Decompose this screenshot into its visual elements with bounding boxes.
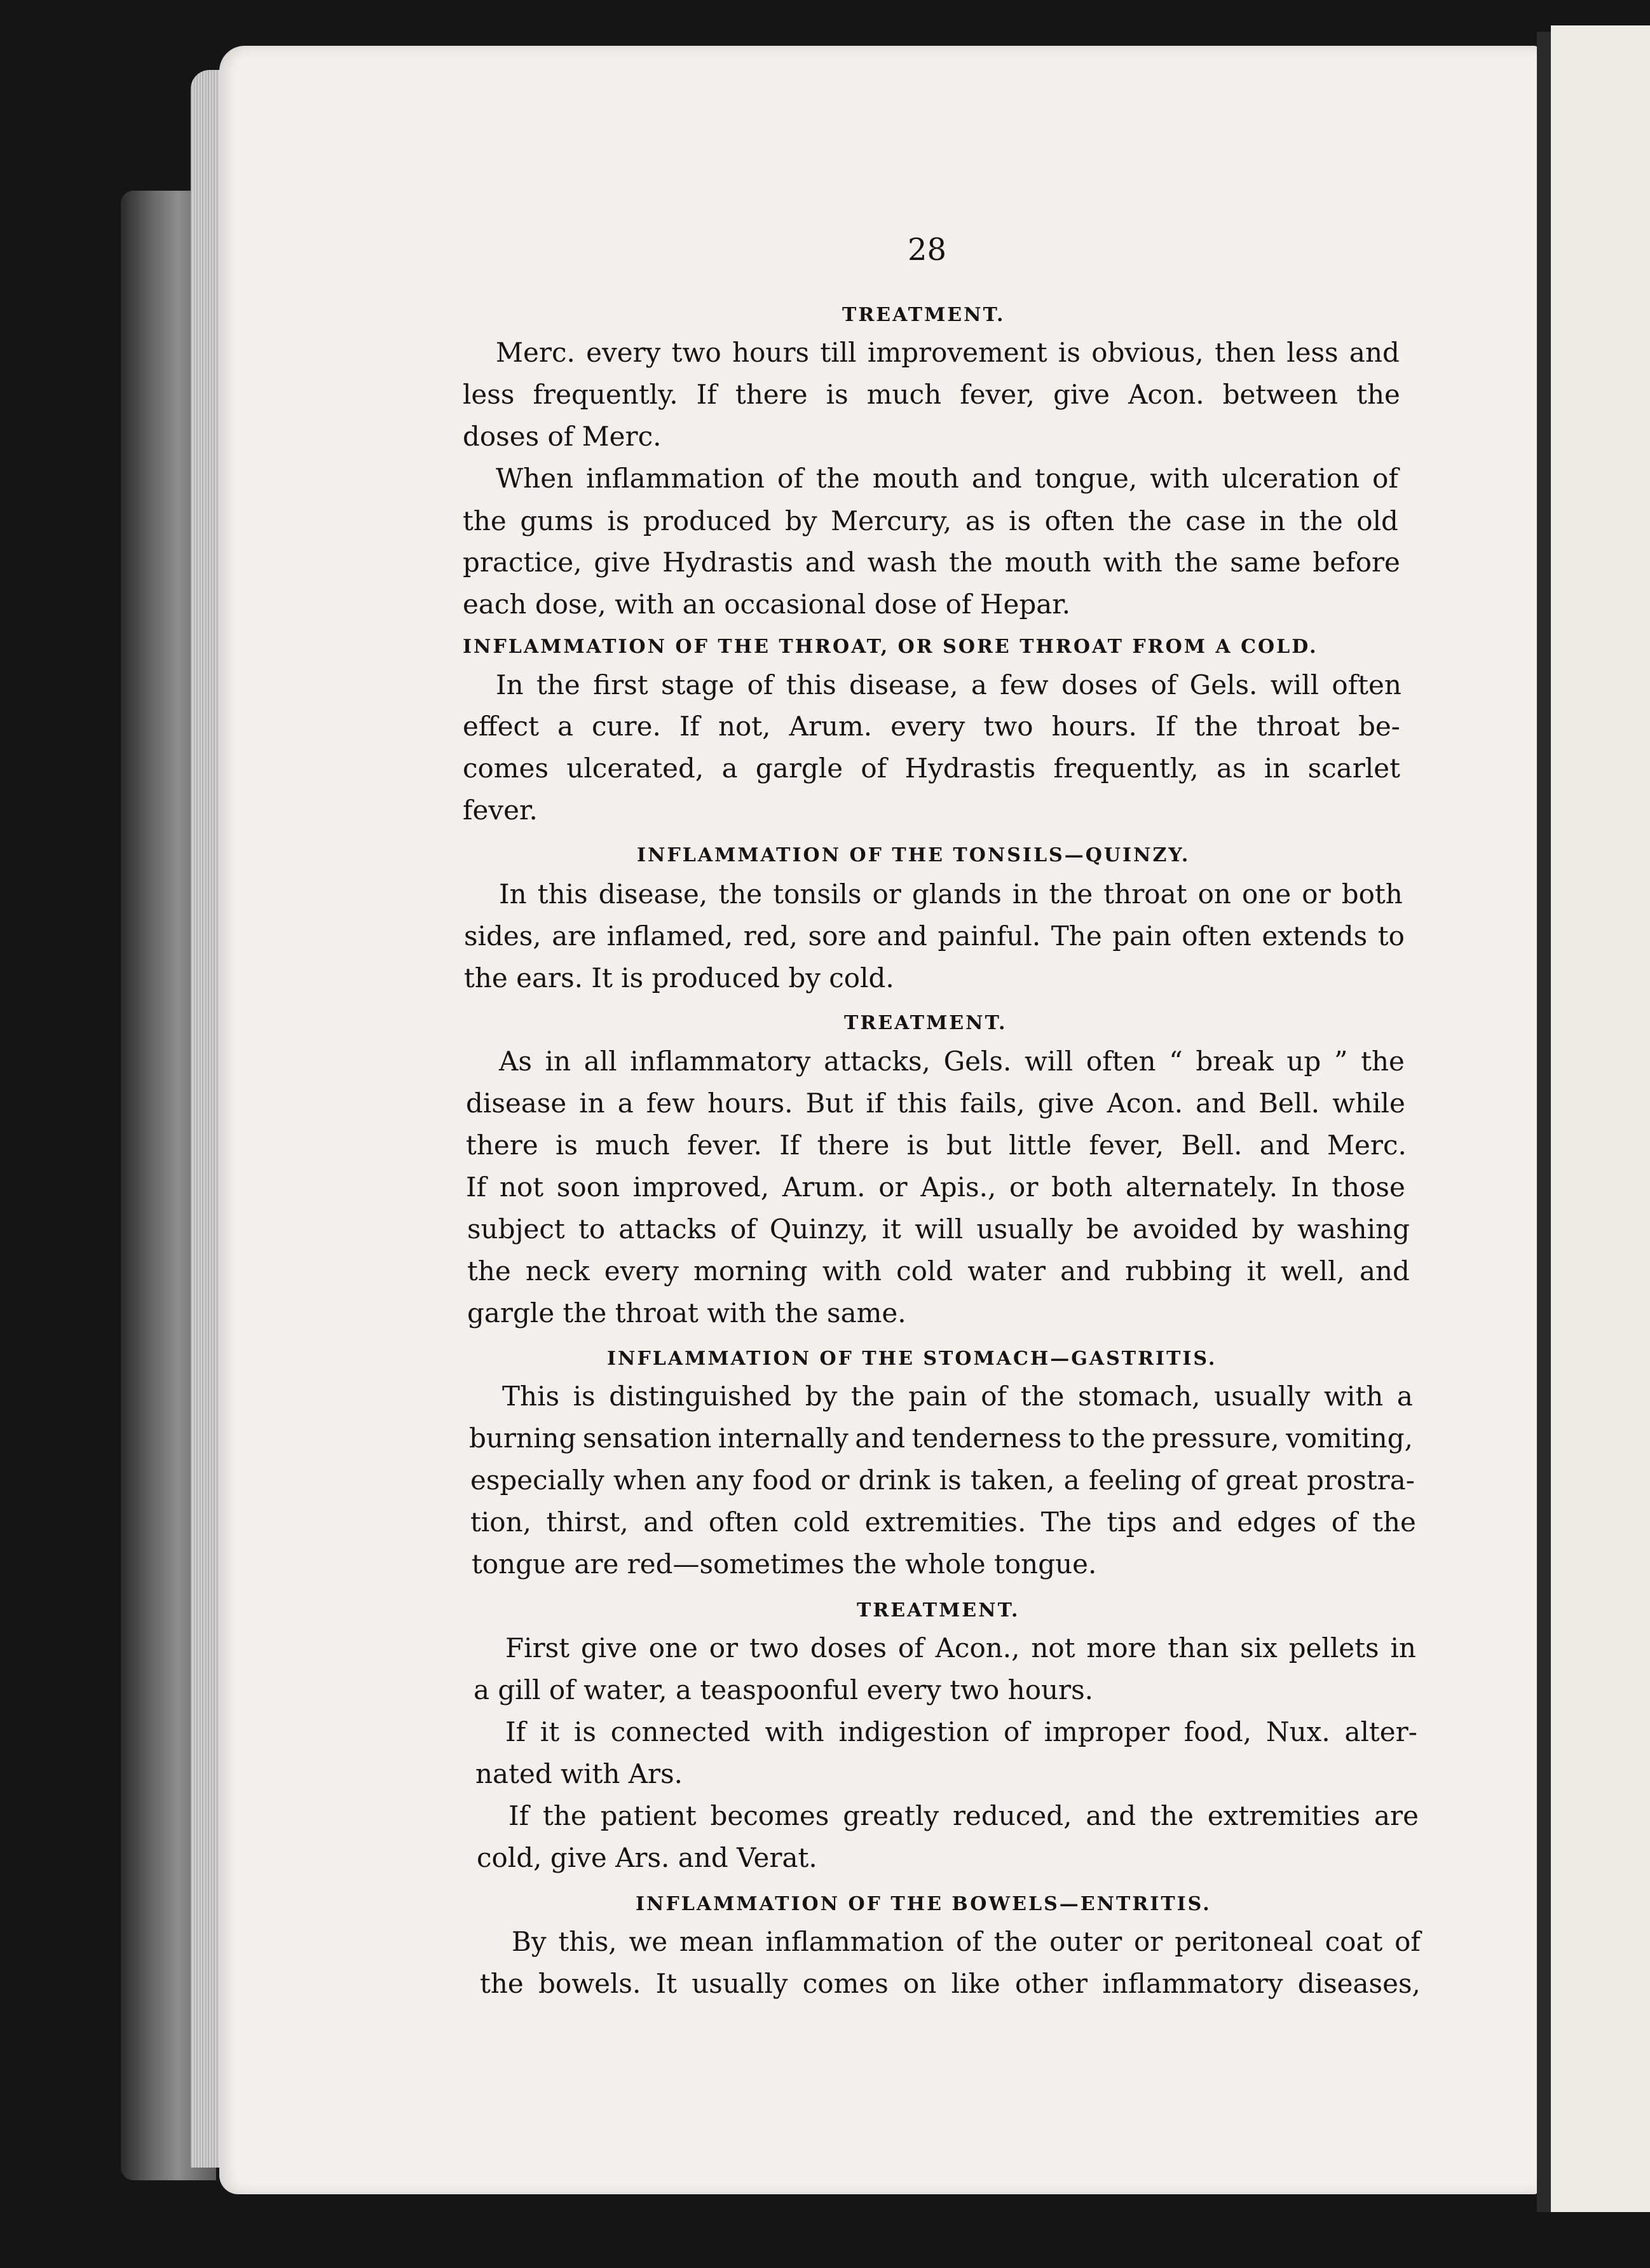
- text-line: a gill of water, a teaspoonful every two hours.: [474, 1674, 1094, 1705]
- text-line: subject to attacks of Quinzy, it will usually be avoided by washing: [467, 1213, 1410, 1245]
- text-line: If the patient becomes greatly reduced, and the extremities are: [508, 1800, 1419, 1831]
- page-number: 28: [908, 232, 947, 268]
- text-line: sides, are inflamed, red, sore and painful. The pain often extends to: [464, 920, 1405, 952]
- text-line: cold, give Ars. and Verat.: [477, 1842, 817, 1873]
- text-line: If it is connected with indigestion of improper food, Nux. alter-: [505, 1716, 1417, 1747]
- heading-treatment: TREATMENT.: [857, 1599, 1020, 1622]
- text-line: less frequently. If there is much fever, give Acon. between the: [463, 379, 1400, 410]
- text-line: This is distinguished by the pain of the stomach, usually with a: [502, 1381, 1413, 1412]
- heading-treatment: TREATMENT.: [844, 1012, 1007, 1034]
- heading-treatment: TREATMENT.: [842, 304, 1006, 326]
- heading-bowels: INFLAMMATION OF THE BOWELS—ENTRITIS.: [636, 1893, 1211, 1915]
- text-line: the ears. It is produced by cold.: [464, 962, 894, 994]
- text-line: tion, thirst, and often cold extremities. The tips and edges of the: [470, 1506, 1416, 1538]
- text-line: comes ulcerated, a gargle of Hydrastis frequently, as in scarlet: [463, 753, 1400, 784]
- text-line: gargle the throat with the same.: [467, 1297, 906, 1329]
- facing-page-edge: [1551, 25, 1650, 2212]
- text-line: the neck every morning with cold water and rubbing it well, and: [467, 1255, 1410, 1287]
- text-line: In the first stage of this disease, a few doses of Gels. will often: [496, 669, 1401, 700]
- heading-tonsils: INFLAMMATION OF THE TONSILS—QUINZY.: [637, 844, 1190, 866]
- heading-throat: INFLAMMATION OF THE THROAT, OR SORE THROAT FROM A COLD.: [463, 636, 1318, 658]
- text-line: By this, we mean inflammation of the outer or peritoneal coat of: [512, 1926, 1421, 1957]
- text-line: In this disease, the tonsils or glands in the throat on one or both: [499, 878, 1403, 910]
- text-line: tongue are red—sometimes the whole tongue.: [472, 1548, 1097, 1580]
- text-line: there is much fever. If there is but little fever, Bell. and Merc.: [466, 1130, 1407, 1161]
- text-line: especially when any food or drink is taken, a feeling of great prostra-: [470, 1465, 1415, 1496]
- text-line: the bowels. It usually comes on like other inflammatory diseases,: [480, 1968, 1421, 1999]
- text-line: fever.: [463, 795, 538, 826]
- text-line: practice, give Hydrastis and wash the mouth with the same before: [463, 547, 1400, 578]
- text-line: each dose, with an occasional dose of Hepar.: [463, 589, 1071, 620]
- heading-stomach: INFLAMMATION OF THE STOMACH—GASTRITIS.: [607, 1348, 1217, 1370]
- text-line: As in all inflammatory attacks, Gels. will often “ break up ” the: [499, 1046, 1405, 1077]
- text-line: If not soon improved, Arum. or Apis., or both alternately. In those: [466, 1172, 1405, 1203]
- text-line: effect a cure. If not, Arum. every two hours. If the throat be-: [463, 711, 1400, 742]
- text-line: burning sensation internally and tenderness to the pressure, vomiting,: [469, 1423, 1413, 1454]
- text-line: doses of Merc.: [463, 421, 662, 452]
- page: [219, 46, 1538, 2194]
- text-line: Merc. every two hours till improvement is obvious, then less and: [496, 337, 1400, 368]
- text-line: nated with Ars.: [475, 1758, 683, 1789]
- text-line: disease in a few hours. But if this fails, give Acon. and Bell. while: [466, 1088, 1405, 1119]
- text-line: the gums is produced by Mercury, as is often the case in the old: [463, 505, 1398, 536]
- text-line: First give one or two doses of Acon., not more than six pellets in: [505, 1632, 1416, 1663]
- text-line: When inflammation of the mouth and tongue, with ulceration of: [496, 463, 1398, 494]
- gutter-shadow: [1537, 32, 1551, 2212]
